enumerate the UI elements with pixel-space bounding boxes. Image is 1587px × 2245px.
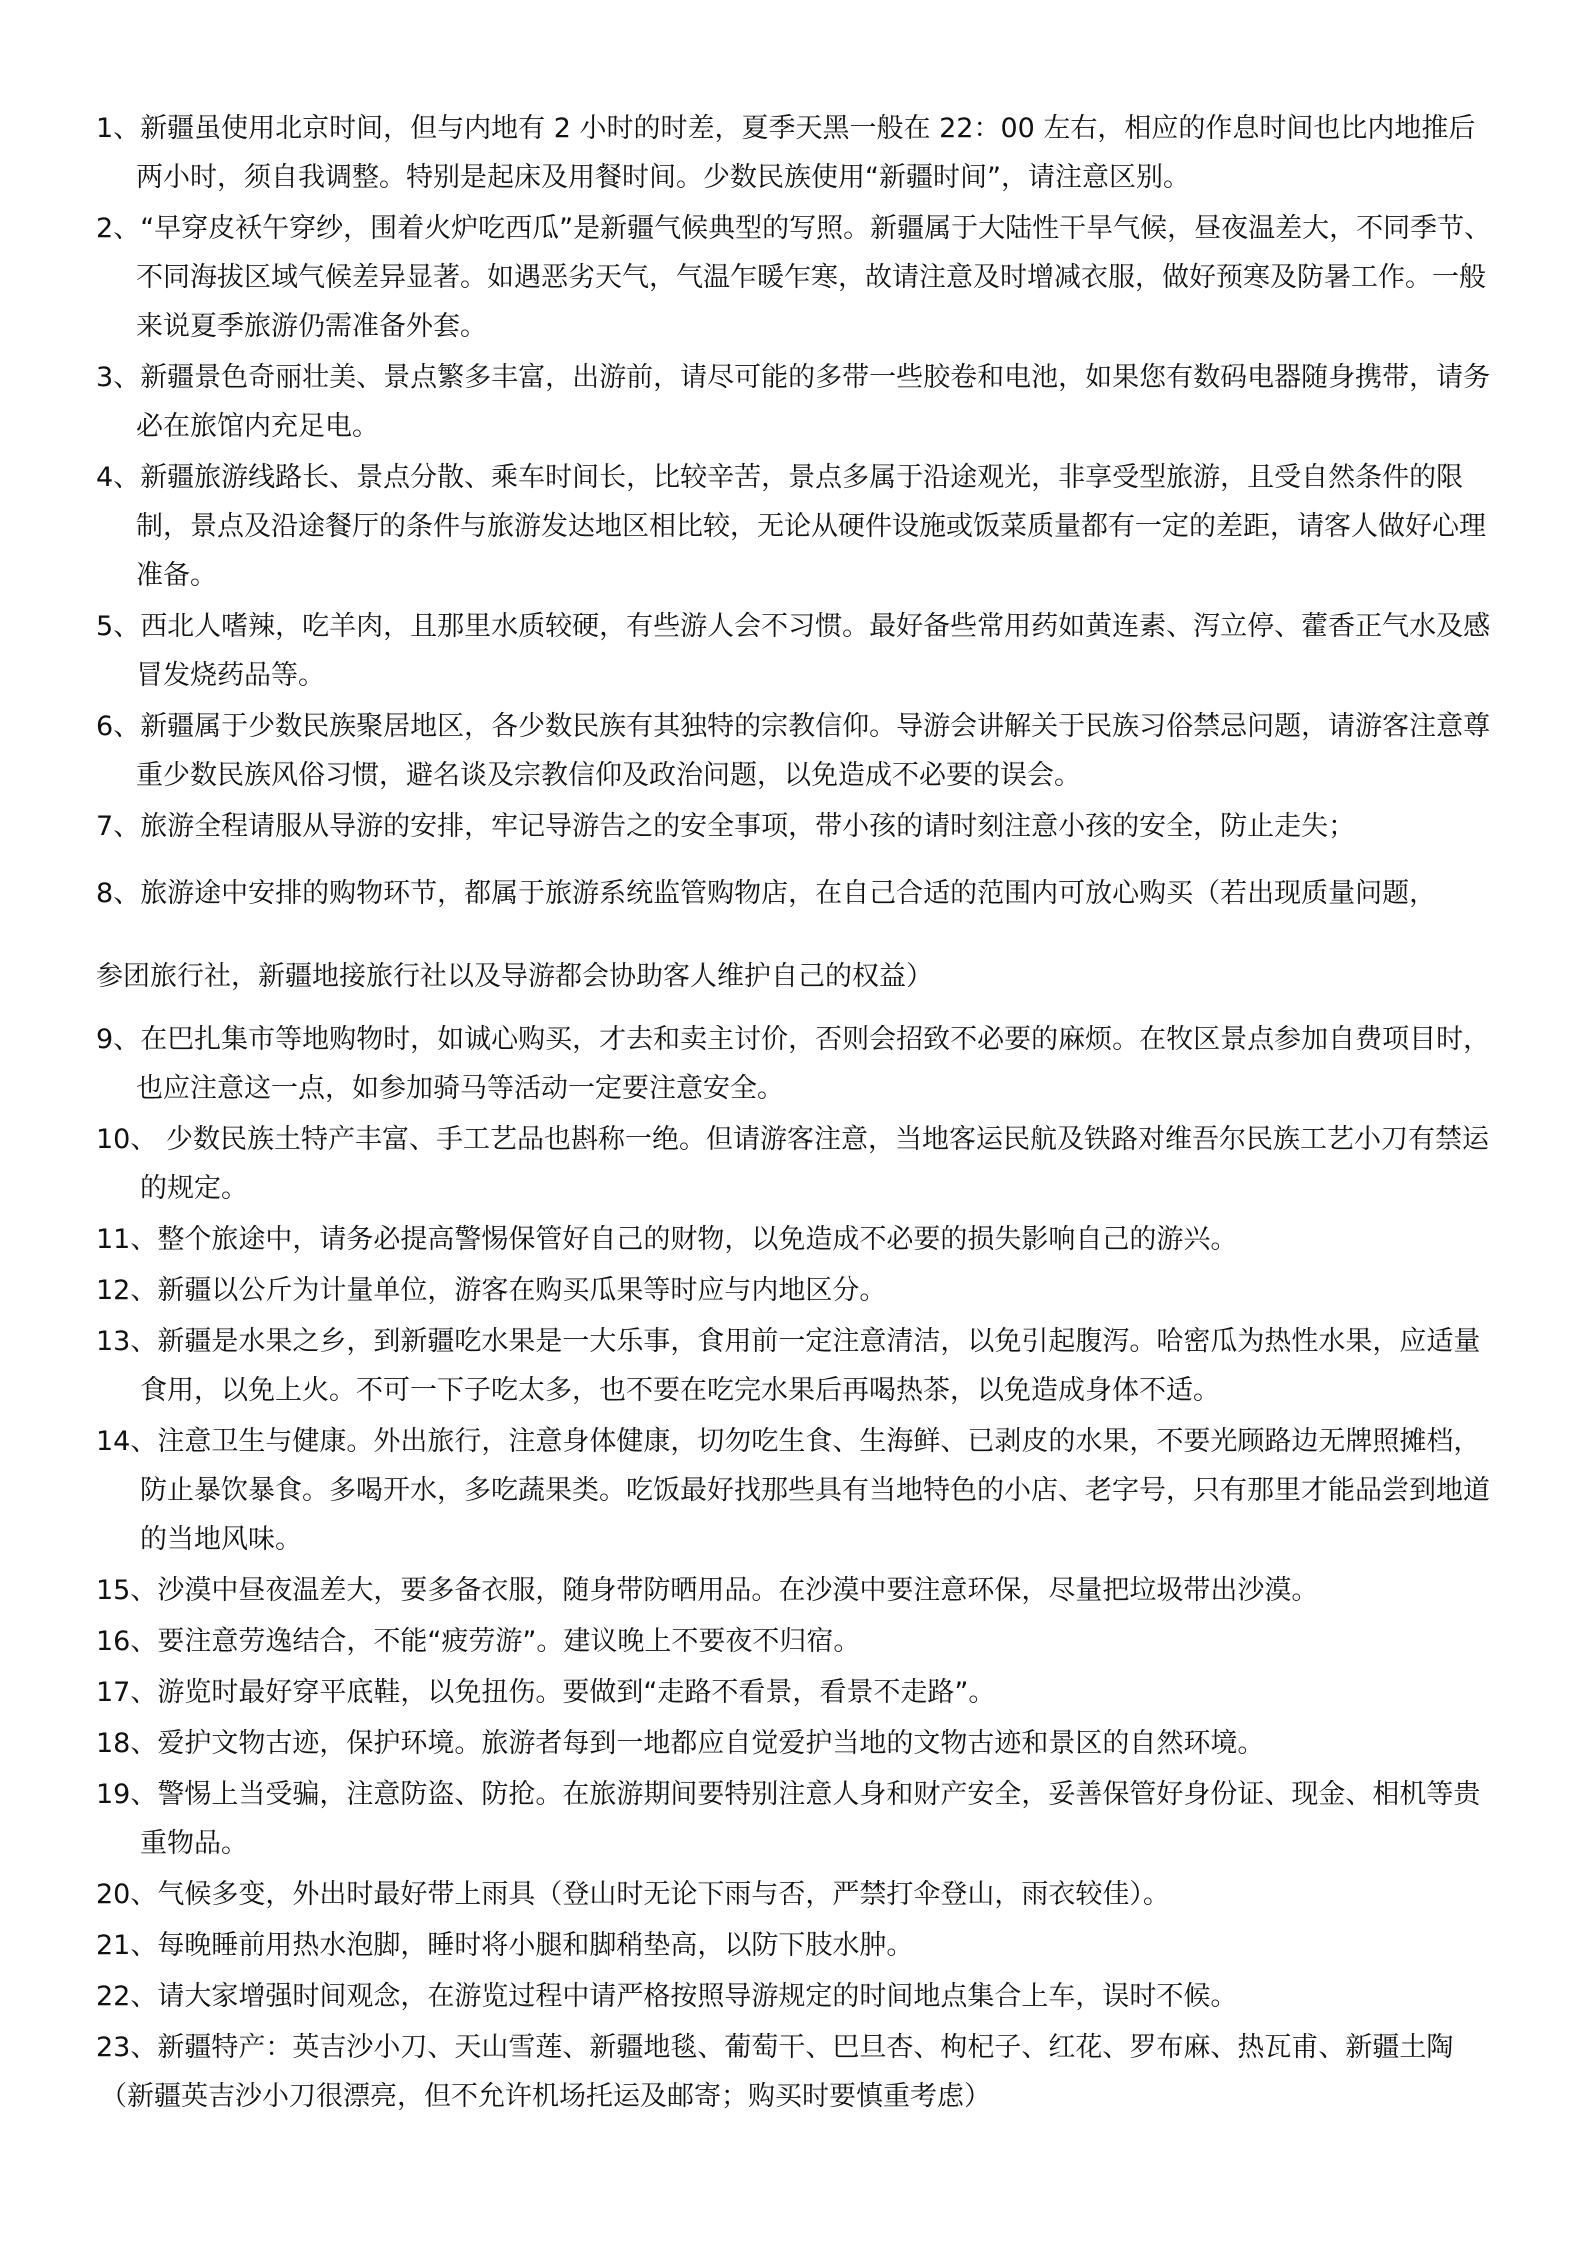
item-number: 8 [96,878,114,909]
list-item-8-continuation: 参团旅行社，新疆地接旅行社以及导游都会协助客人维护自己的权益） [96,961,933,992]
list-item-22 [96,1972,1497,2021]
item-text: 游览时最好穿平底鞋，以免扭伤。要做到“走路不看景，看景不走路”。 [157,1677,996,1708]
item-text: 旅游途中安排的购物环节，都属于旅游系统监管购物店，在自己合适的范围内可放心购买（若出现质量问题， [140,878,1437,909]
item-text: 旅游全程请服从导游的安排，牢记导游告之的安全事项，带小孩的请时刻注意小孩的安全，防止走失； [140,811,1356,842]
item-text: 请大家增强时间观念，在游览过程中请严格按照导游规定的时间地点集合上车，误时不候。 [157,1981,1238,2012]
item-text: 爱护文物古迹，保护环境。旅游者每到一地都应自觉爱护当地的文物古迹和景区的自然环境。 [157,1728,1265,1759]
item-number: 23 [96,2032,131,2063]
item-number: 18 [96,1728,131,1759]
item-separator: 、 [130,1677,158,1708]
list-item-20 [96,1870,1497,1919]
item-separator: 、 [130,1326,158,1357]
item-number: 3 [96,362,114,393]
item-number: 9 [96,1024,114,1055]
item-number: 14 [96,1426,131,1457]
item-text: 新疆特产：英吉沙小刀、天山雪莲、新疆地毯、葡萄干、巴旦杏、枸杞子、红花、罗布麻、热瓦甫、新疆土陶 [157,2032,1454,2063]
item-number: 12 [96,1275,131,1306]
list-item-1 [96,104,1497,202]
item-number: 21 [96,1930,131,1961]
item-separator: 、 [130,1426,158,1457]
list-item-14 [96,1417,1497,1564]
item-text: 新疆以公斤为计量单位，游客在购买瓜果等时应与内地区分。 [157,1275,887,1306]
item-text: 沙漠中昼夜温差大，要多备衣服，随身带防晒用品。在沙漠中要注意环保，尽量把垃圾带出沙漠。 [157,1575,1319,1606]
item-number: 13 [96,1326,131,1357]
item-number: 5 [96,611,114,642]
item-separator: 、 [130,1275,158,1306]
item-text: 气候多变，外出时最好带上雨具（登山时无论下雨与否，严禁打伞登山，雨衣较佳）。 [157,1879,1170,1910]
list-item-16 [96,1617,1497,1666]
item-text: 新疆是水果之乡，到新疆吃水果是一大乐事，食用前一定注意清洁，以免引起腹泻。哈密瓜为热性水果，应适量食用，以免上火。不可一下子吃太多，也不要在吃完水果后再喝热茶，以免造成身体不适。 [140,1326,1481,1406]
list-item-4 [96,453,1497,600]
item-number: 4 [96,462,114,493]
list-item-10 [96,1115,1497,1213]
item-number: 7 [96,811,114,842]
item-separator: 、 [130,1930,158,1961]
item-number: 16 [96,1626,131,1657]
item-text: 注意卫生与健康。外出旅行，注意身体健康，切勿吃生食、生海鲜、已剥皮的水果，不要光顾路边无牌照摊档，防止暴饮暴食。多喝开水，多吃蔬果类。吃饭最好找那些具有当地特色的小店、老字号，只有那里才能品尝到地道的当地风味。 [140,1426,1490,1555]
list-item-15 [96,1566,1497,1615]
list-item-11 [96,1215,1497,1264]
item-text: 少数民族土特产丰富、手工艺品也斟称一绝。但请游客注意，当地客运民航及铁路对维吾尔民族工艺小刀有禁运的规定。 [140,1124,1489,1204]
item-separator: 、 [113,462,141,493]
item-number: 17 [96,1677,131,1708]
item-number: 11 [96,1224,131,1255]
list-item-18 [96,1719,1497,1768]
list-item-3 [96,353,1497,451]
item-text: 每晚睡前用热水泡脚，睡时将小腿和脚稍垫高，以防下肢水肿。 [157,1930,914,1961]
list-item-13 [96,1317,1497,1415]
item-separator: 、 [113,878,141,909]
list-item-17 [96,1668,1497,1717]
item-separator: 、 [130,1224,158,1255]
list-item-6 [96,702,1497,800]
item-text: 新疆属于少数民族聚居地区，各少数民族有其独特的宗教信仰。导游会讲解关于民族习俗禁忌问题，请游客注意尊重少数民族风俗习惯，避名谈及宗教信仰及政治问题，以免造成不必要的误会。 [136,711,1491,791]
item-separator: 、 [113,1024,141,1055]
item-number: 15 [96,1575,131,1606]
item-text: 西北人嗜辣，吃羊肉，且那里水质较硬，有些游人会不习惯。最好备些常用药如黄连素、泻立停、藿香正气水及感冒发烧药品等。 [136,611,1491,691]
item-text: 整个旅途中，请务必提高警惕保管好自己的财物，以免造成不必要的损失影响自己的游兴。 [157,1224,1238,1255]
item-number: 1 [96,113,114,144]
item-separator: 、 [130,1779,158,1810]
item-text: 在巴扎集市等地购物时，如诚心购买，才去和卖主讨价，否则会招致不必要的麻烦。在牧区景点参加自费项目时，也应注意这一点，如参加骑马等活动一定要注意安全。 [136,1024,1491,1104]
item-separator: 、 [130,1981,158,2012]
list-item-2 [96,204,1497,351]
item-separator: 、 [130,1879,158,1910]
item-separator: 、 [113,113,141,144]
list-item-5 [96,602,1497,700]
item-number: 2 [96,213,114,244]
list-item-12 [96,1266,1497,1315]
list-item-19 [96,1770,1497,1868]
item-text: 新疆旅游线路长、景点分散、乘车时间长，比较辛苦，景点多属于沿途观光，非享受型旅游，且受自然条件的限制，景点及沿途餐厅的条件与旅游发达地区相比较，无论从硬件设施或饭菜质量都有一定的差距，请客人做好心理准备。 [136,462,1486,591]
list-item-7 [96,802,1497,851]
list-item-21 [96,1921,1497,1970]
item-text: 要注意劳逸结合，不能“疲劳游”。建议晚上不要夜不归宿。 [157,1626,861,1657]
item-separator: 、 [130,1124,166,1155]
item-number: 22 [96,1981,131,2012]
list-item-8 [96,869,1497,918]
item-separator: 、 [130,2032,158,2063]
item-number: 10 [96,1124,131,1155]
item-separator: 、 [130,1728,158,1759]
item-separator: 、 [113,362,141,393]
item-text: “早穿皮袄午穿纱，围着火炉吃西瓜”是新疆气候典型的写照。新疆属于大陆性干旱气候，昼夜温差大，不同季节、不同海拔区域气候差异显著。如遇恶劣天气，气温乍暖乍寒，故请注意及时增减衣服，做好预寒及防暑工作。一般来说夏季旅游仍需准备外套。 [136,213,1492,342]
item-separator: 、 [113,711,141,742]
item-separator: 、 [130,1575,158,1606]
item-separator: 、 [130,1626,158,1657]
item-separator: 、 [113,611,141,642]
item-text: 新疆景色奇丽壮美、景点繁多丰富，出游前，请尽可能的多带一些胶卷和电池，如果您有数码电器随身携带，请务必在旅馆内充足电。 [136,362,1491,442]
item-number: 19 [96,1779,131,1810]
item-number: 6 [96,711,114,742]
list-item-23 [96,2023,1497,2121]
list-item-23-continuation: （新疆英吉沙小刀很漂亮，但不允许机场托运及邮寄；购买时要慎重考虑） [100,2081,991,2112]
list-item-9 [96,1015,1497,1113]
item-number: 20 [96,1879,131,1910]
item-text: 警惕上当受骗，注意防盗、防抢。在旅游期间要特别注意人身和财产安全，妥善保管好身份证、现金、相机等贵重物品。 [140,1779,1481,1859]
item-text: 新疆虽使用北京时间，但与内地有 2 小时的时差，夏季天黑一般在 22：00 左右，相应的作息时间也比内地推后两小时，须自我调整。特别是起床及用餐时间。少数民族使用“新疆时间”，请注意区别。 [136,113,1476,193]
item-separator: 、 [113,213,141,244]
item-separator: 、 [113,811,141,842]
